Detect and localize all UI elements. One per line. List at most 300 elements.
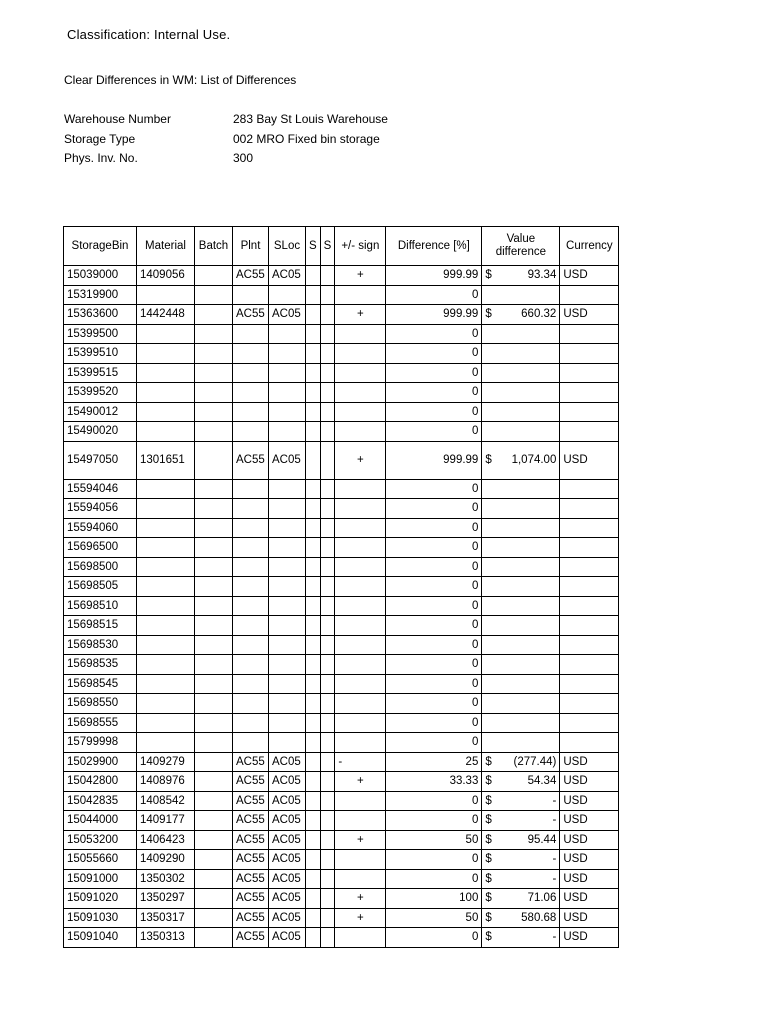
cell-value-difference	[482, 655, 560, 675]
cell-material: 1409056	[137, 266, 195, 286]
cell-plnt	[233, 635, 269, 655]
cell-storagebin: 15044000	[64, 811, 137, 831]
cell-material	[137, 518, 195, 538]
cell-value-difference	[482, 538, 560, 558]
cell-material: 1406423	[137, 830, 195, 850]
cell-s2	[320, 694, 335, 714]
cell-plnt: AC55	[233, 811, 269, 831]
cell-sign	[335, 363, 386, 383]
currency-symbol: $	[485, 911, 492, 924]
table-row	[64, 499, 619, 519]
cell-storagebin: 15039000	[64, 266, 137, 286]
cell-s2	[320, 869, 335, 889]
cell-sloc: AC05	[269, 791, 306, 811]
currency-symbol: $	[485, 814, 492, 827]
table-row	[64, 752, 619, 772]
cell-s2	[320, 577, 335, 597]
cell-plnt	[233, 479, 269, 499]
cell-sign	[335, 616, 386, 636]
cell-storagebin: 15698515	[64, 616, 137, 636]
cell-difference-pct: 25	[386, 752, 482, 772]
cell-plnt	[233, 694, 269, 714]
cell-difference-pct: 50	[386, 908, 482, 928]
cell-sloc	[269, 383, 306, 403]
cell-s2	[320, 441, 335, 479]
cell-difference-pct: 999.99	[386, 266, 482, 286]
cell-sign	[335, 635, 386, 655]
cell-s1	[306, 266, 321, 286]
cell-material: 1442448	[137, 305, 195, 325]
cell-s2	[320, 733, 335, 753]
value-amount: 54.34	[527, 775, 557, 788]
cell-s2	[320, 499, 335, 519]
table-row	[64, 908, 619, 928]
cell-storagebin: 15399520	[64, 383, 137, 403]
value-amount: 580.68	[521, 911, 557, 924]
cell-s1	[306, 908, 321, 928]
cell-material	[137, 363, 195, 383]
table-row	[64, 479, 619, 499]
currency-symbol: $	[485, 872, 492, 885]
cell-s2	[320, 616, 335, 636]
table-row	[64, 635, 619, 655]
cell-value-difference	[482, 499, 560, 519]
cell-s1	[306, 713, 321, 733]
cell-value-difference	[482, 811, 560, 831]
cell-value-difference	[482, 402, 560, 422]
cell-plnt: AC55	[233, 830, 269, 850]
cell-material	[137, 577, 195, 597]
cell-s1	[306, 479, 321, 499]
cell-batch	[195, 363, 233, 383]
currency-symbol: $	[485, 775, 492, 788]
col-header-difference-pct: Difference [%]	[386, 227, 482, 266]
value-wrap	[485, 772, 556, 790]
cell-batch	[195, 791, 233, 811]
cell-sloc	[269, 713, 306, 733]
cell-plnt: AC55	[233, 928, 269, 948]
value-amount: -	[552, 814, 557, 827]
cell-value-difference	[482, 577, 560, 597]
cell-sign	[335, 285, 386, 305]
currency-symbol: $	[485, 833, 492, 846]
cell-sloc	[269, 655, 306, 675]
cell-sloc	[269, 518, 306, 538]
cell-sign: +	[335, 889, 386, 909]
cell-currency	[560, 713, 619, 733]
phys-inv-value: 300	[233, 151, 254, 165]
cell-storagebin: 15490012	[64, 402, 137, 422]
cell-s1	[306, 363, 321, 383]
cell-s2	[320, 928, 335, 948]
cell-batch	[195, 499, 233, 519]
cell-sloc: AC05	[269, 869, 306, 889]
cell-material: 1350313	[137, 928, 195, 948]
cell-batch	[195, 655, 233, 675]
cell-difference-pct: 0	[386, 499, 482, 519]
cell-sloc	[269, 596, 306, 616]
col-header-batch: Batch	[195, 227, 233, 266]
cell-material: 1408542	[137, 791, 195, 811]
cell-sloc	[269, 733, 306, 753]
cell-difference-pct: 0	[386, 850, 482, 870]
cell-sign: +	[335, 441, 386, 479]
table-row	[64, 655, 619, 675]
col-header-sloc: SLoc	[269, 227, 306, 266]
currency-symbol: $	[485, 755, 492, 768]
cell-difference-pct: 999.99	[386, 441, 482, 479]
table-row	[64, 694, 619, 714]
cell-storagebin: 15594060	[64, 518, 137, 538]
cell-sign: +	[335, 266, 386, 286]
cell-batch	[195, 889, 233, 909]
cell-plnt: AC55	[233, 869, 269, 889]
cell-s1	[306, 285, 321, 305]
cell-batch	[195, 772, 233, 792]
cell-material: 1409177	[137, 811, 195, 831]
cell-plnt	[233, 674, 269, 694]
cell-plnt	[233, 402, 269, 422]
currency-symbol: $	[485, 892, 492, 905]
cell-sign	[335, 694, 386, 714]
cell-currency	[560, 655, 619, 675]
cell-sign	[335, 791, 386, 811]
table-row	[64, 538, 619, 558]
cell-material	[137, 383, 195, 403]
cell-sign	[335, 557, 386, 577]
cell-sloc	[269, 324, 306, 344]
table-row	[64, 422, 619, 442]
value-wrap	[485, 753, 556, 771]
cell-material: 1350297	[137, 889, 195, 909]
cell-s1	[306, 422, 321, 442]
cell-value-difference	[482, 713, 560, 733]
cell-sign	[335, 518, 386, 538]
value-amount: 660.32	[521, 308, 557, 321]
cell-sign: +	[335, 830, 386, 850]
cell-sign: -	[335, 752, 386, 772]
cell-storagebin: 15091040	[64, 928, 137, 948]
cell-s2	[320, 422, 335, 442]
cell-sign	[335, 850, 386, 870]
cell-plnt: AC55	[233, 791, 269, 811]
value-amount: -	[552, 931, 557, 944]
cell-batch	[195, 383, 233, 403]
cell-s1	[306, 557, 321, 577]
table-row	[64, 324, 619, 344]
col-header-value-difference: Value difference	[482, 227, 560, 266]
phys-inv-row	[64, 151, 388, 171]
phys-inv-label: Phys. Inv. No.	[64, 151, 138, 165]
value-wrap	[485, 909, 556, 927]
cell-material	[137, 557, 195, 577]
cell-value-difference	[482, 694, 560, 714]
cell-difference-pct: 0	[386, 596, 482, 616]
value-wrap	[485, 889, 556, 907]
cell-s2	[320, 383, 335, 403]
cell-currency: USD	[560, 441, 619, 479]
cell-sloc	[269, 363, 306, 383]
cell-s1	[306, 305, 321, 325]
value-amount: (277.44)	[513, 755, 557, 768]
cell-difference-pct: 0	[386, 422, 482, 442]
value-wrap	[485, 266, 556, 284]
cell-storagebin: 15497050	[64, 441, 137, 479]
cell-sign	[335, 869, 386, 889]
cell-batch	[195, 713, 233, 733]
cell-currency	[560, 596, 619, 616]
cell-currency: USD	[560, 869, 619, 889]
cell-material: 1350302	[137, 869, 195, 889]
cell-difference-pct: 100	[386, 889, 482, 909]
document-title: Clear Differences in WM: List of Differences	[64, 73, 297, 87]
cell-currency	[560, 324, 619, 344]
currency-symbol: $	[485, 308, 492, 321]
cell-s2	[320, 344, 335, 364]
cell-sign	[335, 733, 386, 753]
table-row	[64, 928, 619, 948]
cell-storagebin: 15055660	[64, 850, 137, 870]
cell-value-difference	[482, 518, 560, 538]
storage-type-row	[64, 132, 388, 152]
cell-s1	[306, 674, 321, 694]
value-wrap	[485, 792, 556, 810]
value-wrap	[485, 451, 556, 469]
cell-s2	[320, 518, 335, 538]
cell-s2	[320, 285, 335, 305]
cell-material	[137, 733, 195, 753]
cell-plnt	[233, 422, 269, 442]
cell-currency: USD	[560, 752, 619, 772]
cell-s2	[320, 557, 335, 577]
cell-currency	[560, 616, 619, 636]
cell-currency: USD	[560, 908, 619, 928]
cell-batch	[195, 850, 233, 870]
cell-batch	[195, 479, 233, 499]
cell-difference-pct: 0	[386, 479, 482, 499]
cell-material: 1350317	[137, 908, 195, 928]
cell-material	[137, 479, 195, 499]
cell-value-difference	[482, 869, 560, 889]
cell-storagebin: 15698545	[64, 674, 137, 694]
currency-symbol: $	[485, 931, 492, 944]
cell-currency: USD	[560, 830, 619, 850]
cell-difference-pct: 0	[386, 733, 482, 753]
cell-plnt: AC55	[233, 772, 269, 792]
cell-sign	[335, 499, 386, 519]
cell-s1	[306, 518, 321, 538]
value-amount: -	[552, 794, 557, 807]
cell-sloc	[269, 577, 306, 597]
cell-s1	[306, 850, 321, 870]
cell-value-difference	[482, 752, 560, 772]
cell-plnt	[233, 344, 269, 364]
cell-batch	[195, 928, 233, 948]
table-row	[64, 733, 619, 753]
table-row	[64, 596, 619, 616]
table-row	[64, 266, 619, 286]
cell-material	[137, 655, 195, 675]
cell-sloc: AC05	[269, 772, 306, 792]
cell-sloc	[269, 674, 306, 694]
cell-currency	[560, 635, 619, 655]
cell-s2	[320, 791, 335, 811]
cell-s1	[306, 441, 321, 479]
cell-sloc	[269, 616, 306, 636]
value-wrap	[485, 831, 556, 849]
table-header-row	[64, 227, 619, 266]
cell-sloc: AC05	[269, 889, 306, 909]
cell-material	[137, 422, 195, 442]
cell-s1	[306, 324, 321, 344]
cell-storagebin: 15594046	[64, 479, 137, 499]
warehouse-number-value: 283 Bay St Louis Warehouse	[233, 112, 388, 126]
table-row	[64, 791, 619, 811]
cell-s1	[306, 577, 321, 597]
cell-sloc: AC05	[269, 928, 306, 948]
cell-sloc: AC05	[269, 441, 306, 479]
cell-difference-pct: 0	[386, 538, 482, 558]
cell-s2	[320, 324, 335, 344]
cell-s2	[320, 538, 335, 558]
cell-currency	[560, 479, 619, 499]
cell-difference-pct: 0	[386, 383, 482, 403]
cell-currency: USD	[560, 791, 619, 811]
cell-sloc: AC05	[269, 850, 306, 870]
cell-material	[137, 344, 195, 364]
cell-plnt	[233, 538, 269, 558]
cell-currency	[560, 422, 619, 442]
cell-difference-pct: 0	[386, 791, 482, 811]
value-amount: -	[552, 872, 557, 885]
value-wrap	[485, 870, 556, 888]
cell-material	[137, 694, 195, 714]
cell-currency: USD	[560, 266, 619, 286]
cell-sloc	[269, 344, 306, 364]
cell-batch	[195, 811, 233, 831]
cell-sloc: AC05	[269, 752, 306, 772]
cell-sign	[335, 422, 386, 442]
cell-value-difference	[482, 889, 560, 909]
cell-difference-pct: 0	[386, 324, 482, 344]
cell-plnt: AC55	[233, 889, 269, 909]
cell-storagebin: 15399510	[64, 344, 137, 364]
cell-s1	[306, 772, 321, 792]
table-row	[64, 889, 619, 909]
cell-plnt	[233, 383, 269, 403]
cell-difference-pct: 0	[386, 811, 482, 831]
cell-plnt: AC55	[233, 305, 269, 325]
cell-sign	[335, 674, 386, 694]
cell-sloc: AC05	[269, 266, 306, 286]
cell-sign	[335, 538, 386, 558]
cell-value-difference	[482, 383, 560, 403]
table-row	[64, 344, 619, 364]
cell-currency	[560, 674, 619, 694]
table-row	[64, 811, 619, 831]
cell-storagebin: 15091030	[64, 908, 137, 928]
value-amount: 1,074.00	[511, 454, 557, 466]
cell-sloc	[269, 557, 306, 577]
cell-sloc	[269, 285, 306, 305]
cell-batch	[195, 596, 233, 616]
cell-value-difference	[482, 266, 560, 286]
cell-storagebin: 15490020	[64, 422, 137, 442]
cell-value-difference	[482, 772, 560, 792]
cell-value-difference	[482, 344, 560, 364]
value-amount: 71.06	[527, 892, 557, 905]
cell-s1	[306, 383, 321, 403]
cell-sign	[335, 713, 386, 733]
table-row	[64, 772, 619, 792]
cell-s1	[306, 655, 321, 675]
cell-material	[137, 499, 195, 519]
cell-storagebin: 15363600	[64, 305, 137, 325]
cell-currency: USD	[560, 889, 619, 909]
cell-material	[137, 285, 195, 305]
cell-batch	[195, 266, 233, 286]
cell-s1	[306, 344, 321, 364]
cell-value-difference	[482, 674, 560, 694]
cell-sign	[335, 655, 386, 675]
value-amount: -	[552, 853, 557, 866]
cell-currency: USD	[560, 772, 619, 792]
col-header-s1: S	[306, 227, 321, 266]
currency-symbol: $	[485, 794, 492, 807]
cell-sign	[335, 324, 386, 344]
cell-value-difference	[482, 850, 560, 870]
cell-s1	[306, 596, 321, 616]
cell-difference-pct: 0	[386, 713, 482, 733]
col-header-sign: +/- sign	[335, 227, 386, 266]
cell-batch	[195, 557, 233, 577]
cell-storagebin: 15091000	[64, 869, 137, 889]
cell-batch	[195, 344, 233, 364]
cell-difference-pct: 0	[386, 577, 482, 597]
cell-batch	[195, 518, 233, 538]
table-row	[64, 363, 619, 383]
cell-s1	[306, 889, 321, 909]
cell-storagebin: 15053200	[64, 830, 137, 850]
cell-plnt	[233, 733, 269, 753]
cell-sign	[335, 383, 386, 403]
cell-s1	[306, 694, 321, 714]
cell-s2	[320, 811, 335, 831]
cell-value-difference	[482, 441, 560, 479]
cell-s2	[320, 363, 335, 383]
cell-sloc	[269, 422, 306, 442]
cell-difference-pct: 0	[386, 635, 482, 655]
cell-value-difference	[482, 733, 560, 753]
cell-storagebin: 15042800	[64, 772, 137, 792]
value-wrap	[485, 850, 556, 868]
cell-s2	[320, 889, 335, 909]
cell-s2	[320, 305, 335, 325]
cell-sign: +	[335, 305, 386, 325]
cell-sloc	[269, 402, 306, 422]
cell-difference-pct: 0	[386, 674, 482, 694]
cell-value-difference	[482, 305, 560, 325]
cell-sign	[335, 596, 386, 616]
cell-s1	[306, 830, 321, 850]
classification-label: Classification: Internal Use.	[67, 27, 231, 42]
cell-value-difference	[482, 363, 560, 383]
value-wrap	[485, 811, 556, 829]
cell-difference-pct: 0	[386, 616, 482, 636]
cell-difference-pct: 0	[386, 285, 482, 305]
cell-currency	[560, 499, 619, 519]
cell-sign	[335, 344, 386, 364]
